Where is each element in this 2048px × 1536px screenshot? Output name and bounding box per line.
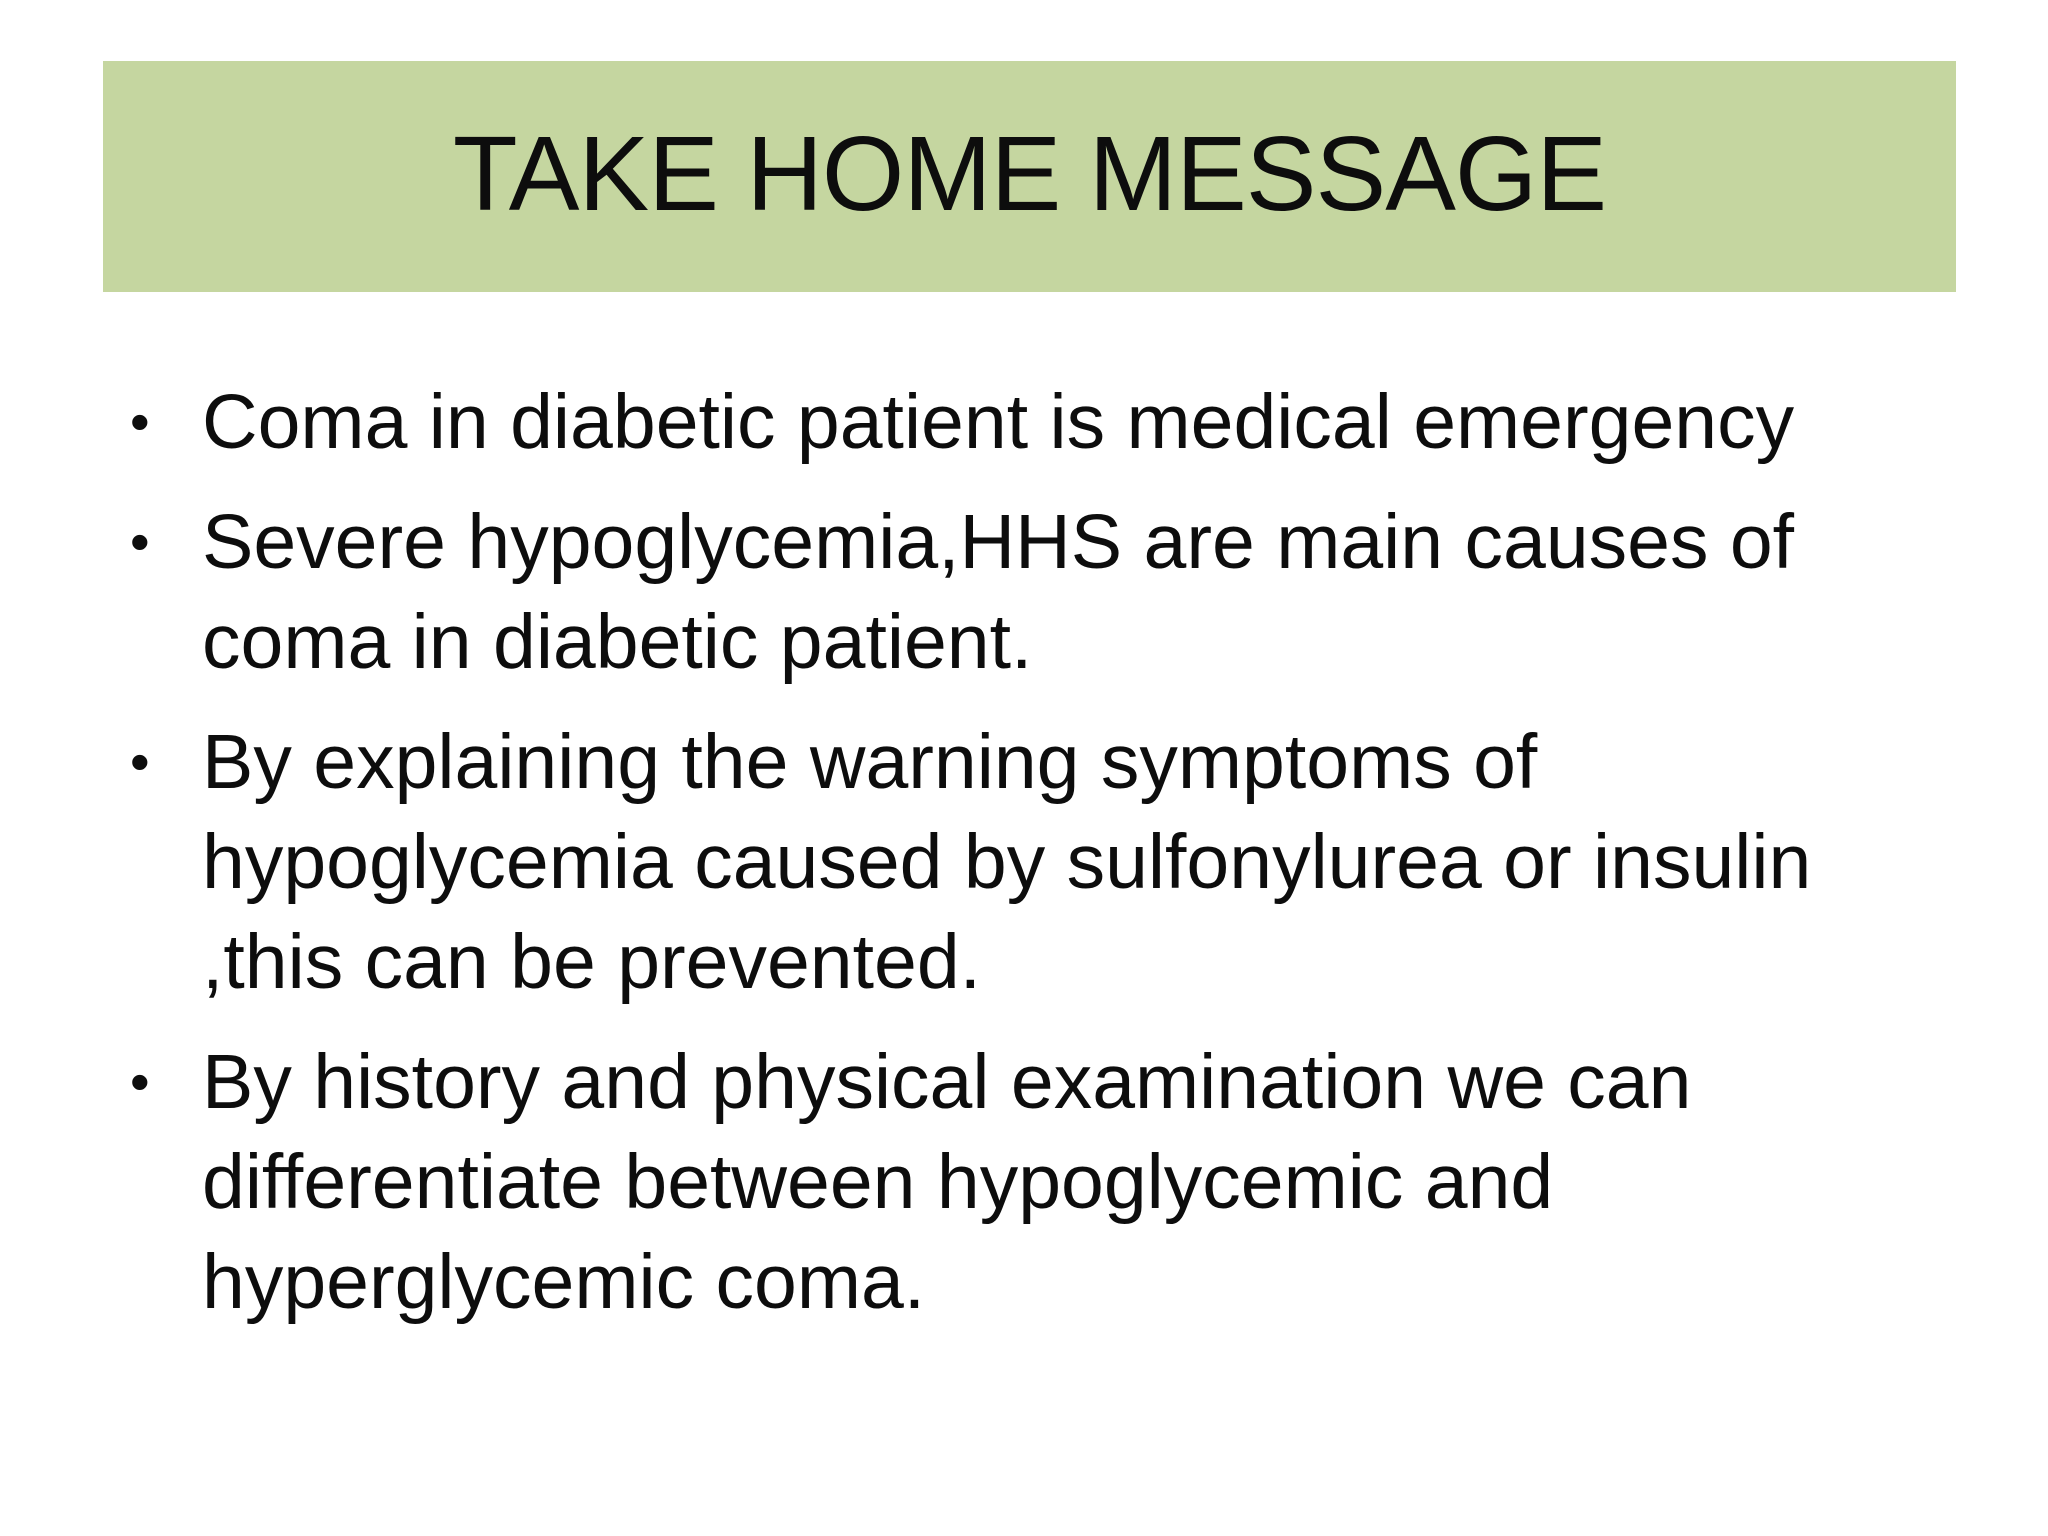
bullet-text: Severe hypoglycemia,HHS are main causes of coma in diabetic patient. bbox=[202, 499, 1795, 685]
bullet-item bbox=[120, 1032, 1960, 1332]
slide-title: TAKE HOME MESSAGE bbox=[452, 114, 1607, 233]
bullet-icon: • bbox=[130, 390, 150, 453]
bullet-item bbox=[120, 372, 1960, 472]
bullet-text: Coma in diabetic patient is medical emergency bbox=[202, 379, 1795, 465]
bullet-icon: • bbox=[130, 730, 150, 793]
bullet-list bbox=[120, 372, 1960, 1352]
bullet-text: By history and physical examination we can differentiate between hypoglycemic and hyperglycemic coma. bbox=[202, 1039, 1692, 1325]
bullet-item bbox=[120, 712, 1960, 1012]
title-bar bbox=[103, 61, 1956, 292]
bullet-text: By explaining the warning symptoms of hypoglycemia caused by sulfonylurea or insulin ,this can be prevented. bbox=[202, 719, 1812, 1005]
bullet-icon: • bbox=[130, 1050, 150, 1113]
bullet-icon: • bbox=[130, 510, 150, 573]
bullet-item bbox=[120, 492, 1960, 692]
